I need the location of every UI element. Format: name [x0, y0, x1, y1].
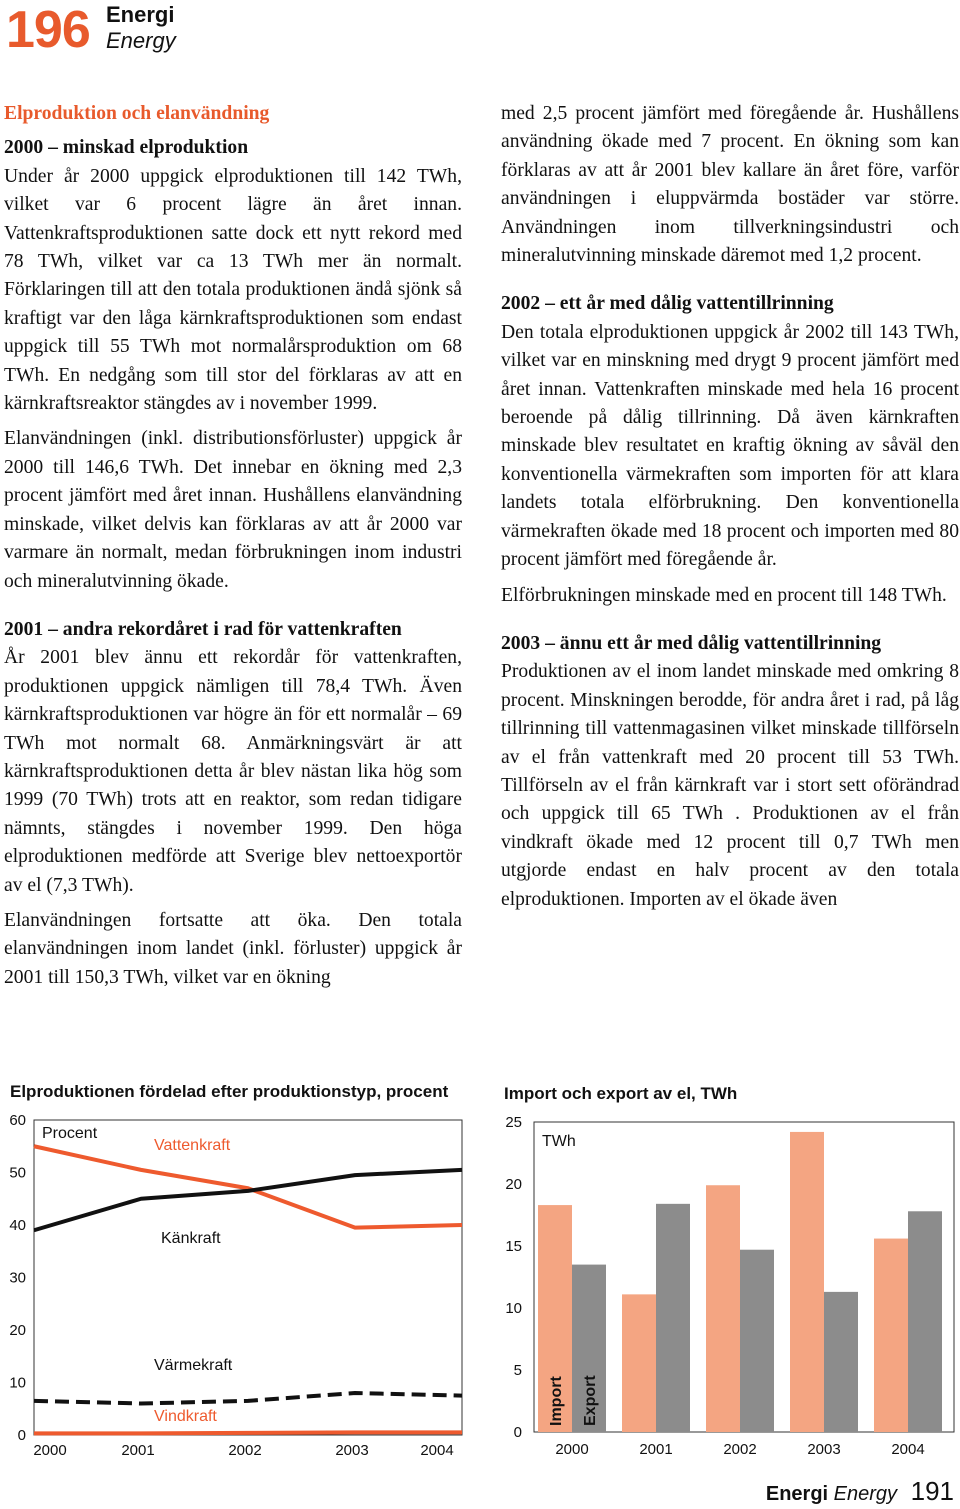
y-tick-label: 30	[9, 1269, 26, 1287]
series-label: Känkraft	[161, 1230, 221, 1247]
y-tick-label: 10	[505, 1300, 522, 1317]
unit-label: TWh	[542, 1133, 576, 1150]
bar-import-2003	[790, 1132, 824, 1432]
x-tick-label: 2002	[723, 1441, 757, 1458]
footer-title-en: Energy	[833, 1483, 898, 1505]
plot-frame	[34, 1120, 462, 1435]
series-label: Vattenkraft	[154, 1137, 231, 1154]
paragraph: Produktionen av el inom landet minskade med omkring 8 procent. Minskningen berodde, för andra året i rad, på låg tillrinning till vattenmagasinen vilket minskade tillförseln av el från vattenkraft med 20 procent till 53 TWh. Tillförseln av el från kärnkraft var i stort sett oförändrad och uppgick till 65 TWh . Produktionen av el från vindkraft ökade med 12 procent till 0,7 TWh men utgjorde endast en halv procent av den totala elproduktionen. Importen av el ökade även	[501, 661, 959, 910]
series-line-vindkraft	[34, 1432, 462, 1433]
running-header	[106, 2, 176, 54]
bar-import-2001	[622, 1294, 656, 1432]
footer-page-number: 191	[910, 1476, 954, 1506]
bar-import-2004	[874, 1239, 908, 1432]
x-tick-label: 2004	[891, 1441, 925, 1458]
left-text-column	[4, 100, 462, 999]
series-line-värmekraft	[34, 1393, 462, 1404]
header-title-en: Energy	[106, 28, 176, 53]
section-title: Elproduktion och elanvändning	[4, 103, 270, 124]
line-chart-title: Elproduktionen fördelad efter produktionstyp, procent	[10, 1082, 449, 1101]
paragraph: Elanvändningen fortsatte att öka. Den totala elanvändningen inom landet (inkl. förluster) uppgick år 2001 till 150,3 TWh, vilket var en ökning	[4, 909, 462, 988]
series-label: Värmekraft	[154, 1357, 233, 1374]
paragraph: Elförbrukningen minskade med en procent till 148 TWh.	[501, 584, 947, 606]
subheading-2001: 2001 – andra rekordåret i rad för vattenkraften	[4, 618, 402, 640]
paragraph: År 2001 blev ännu ett rekordår för vattenkraften, produktionen uppgick nämligen till 78,4 TWh. Även kärnkraftsproduktionen var högre än för ett normalår – 69 TWh mot normalt 68. Anmärkningsvärt är att kärnkraftsproduktionen detta år blev nästan lika hög som 1999 (70 TWh) trots att en reaktor, som redan tidigare nämnts, stängdes i november 1999. Den höga elproduktionen medförde att Sverige blev nettoexportör av el (7,3 TWh).	[4, 647, 462, 896]
bar-export-2004	[908, 1211, 942, 1432]
right-text-column	[501, 100, 959, 921]
series-label-export: Export	[582, 1375, 599, 1426]
subheading-2002: 2002 – ett år med dålig vattentillrinning	[501, 293, 834, 315]
paragraph: Den totala elproduktionen uppgick år 2002 till 143 TWh, vilket var en minskning med drygt 9 procent jämfört med året innan. Vattenkraften minskade med hela 16 procent beroende på dålig tillrinning. Då även kärnkraften minskade blev resultatet en kraftig ökning av såväl den konventionella värmekraften som importen för att klara landets totala elförbrukning. Den konventionella värmekraften ökade med 18 procent och importen med 80 procent jämfört med föregående år.	[501, 321, 959, 571]
unit-label: Procent	[42, 1125, 98, 1142]
y-tick-label: 20	[505, 1176, 522, 1193]
subheading-2000: 2000 – minskad elproduktion	[4, 137, 249, 159]
import-export-bar-chart	[490, 1100, 960, 1472]
x-tick-label: 2004	[420, 1442, 454, 1459]
series-label: Vindkraft	[154, 1408, 217, 1425]
paragraph: med 2,5 procent jämfört med föregående år. Hushållens användning ökade med 7 procent. En ökning som kan förklaras av att år 2001 blev kallare än året före, varför användningen i eluppvärmda bostäder var större. Användningen inom tillverkningsindustri och mineralutvinning minskade däremot med 1,2 procent.	[501, 103, 959, 267]
bar-chart-title: Import och export av el, TWh	[504, 1084, 738, 1103]
series-line-känkraft	[34, 1170, 462, 1230]
page-number: 196	[6, 1, 90, 59]
y-tick-label: 5	[513, 1362, 522, 1379]
bar-export-2003	[824, 1292, 858, 1432]
subheading-2003: 2003 – ännu ett år med dålig vattentillrinning	[501, 632, 882, 654]
paragraph: Under år 2000 uppgick elproduktionen till 142 TWh, vilket var 6 procent lägre än året innan. Vattenkraftsproduktionen satte dock ett nytt rekord med 78 TWh, vilket var ca 13 TWh mer än normalt. Förklaringen till att den totala produktionen ändå sjönk så kraftigt var den låga kärnkraftsproduktionen som endast uppgick till 55 TWh mot normalårsproduktion om 68 TWh. En nedgång som till stor del förklaras av att en kärnkraftsreaktor stängdes av i november 1999.	[4, 165, 462, 415]
x-tick-label: 2003	[807, 1441, 841, 1458]
x-tick-label: 2000	[33, 1442, 67, 1459]
footer-title-sv: Energi	[765, 1483, 829, 1505]
y-tick-label: 25	[505, 1114, 522, 1131]
x-tick-label: 2002	[228, 1442, 262, 1459]
x-tick-label: 2001	[639, 1441, 673, 1458]
y-tick-label: 15	[505, 1238, 522, 1255]
series-line-vattenkraft	[34, 1146, 462, 1227]
x-tick-label: 2001	[121, 1442, 155, 1459]
y-tick-label: 40	[9, 1217, 26, 1234]
header-title-sv: Energi	[106, 2, 175, 27]
y-tick-label: 0	[17, 1427, 26, 1444]
y-tick-label: 0	[513, 1424, 522, 1441]
y-tick-label: 20	[9, 1322, 26, 1339]
production-share-line-chart	[0, 1100, 470, 1470]
x-tick-label: 2000	[555, 1441, 589, 1458]
bar-import-2002	[706, 1185, 740, 1432]
y-tick-label: 50	[9, 1164, 26, 1182]
running-footer	[766, 1476, 954, 1509]
x-tick-label: 2003	[335, 1442, 369, 1459]
y-tick-label: 60	[9, 1112, 26, 1129]
bar-export-2001	[656, 1204, 690, 1432]
y-tick-label: 10	[9, 1374, 26, 1392]
paragraph: Elanvändningen (inkl. distributionsförluster) uppgick år 2000 till 146,6 TWh. Det innebar en ökning med 2,3 procent jämfört med året innan. Hushållens elanvändning minskade, vilket delvis kan förklaras av att år 2000 var varmare än normalt, medan förbrukningen inom industri och mineralutvinning ökade.	[4, 428, 462, 592]
series-label-import: Import	[548, 1376, 565, 1426]
bar-export-2002	[740, 1250, 774, 1432]
